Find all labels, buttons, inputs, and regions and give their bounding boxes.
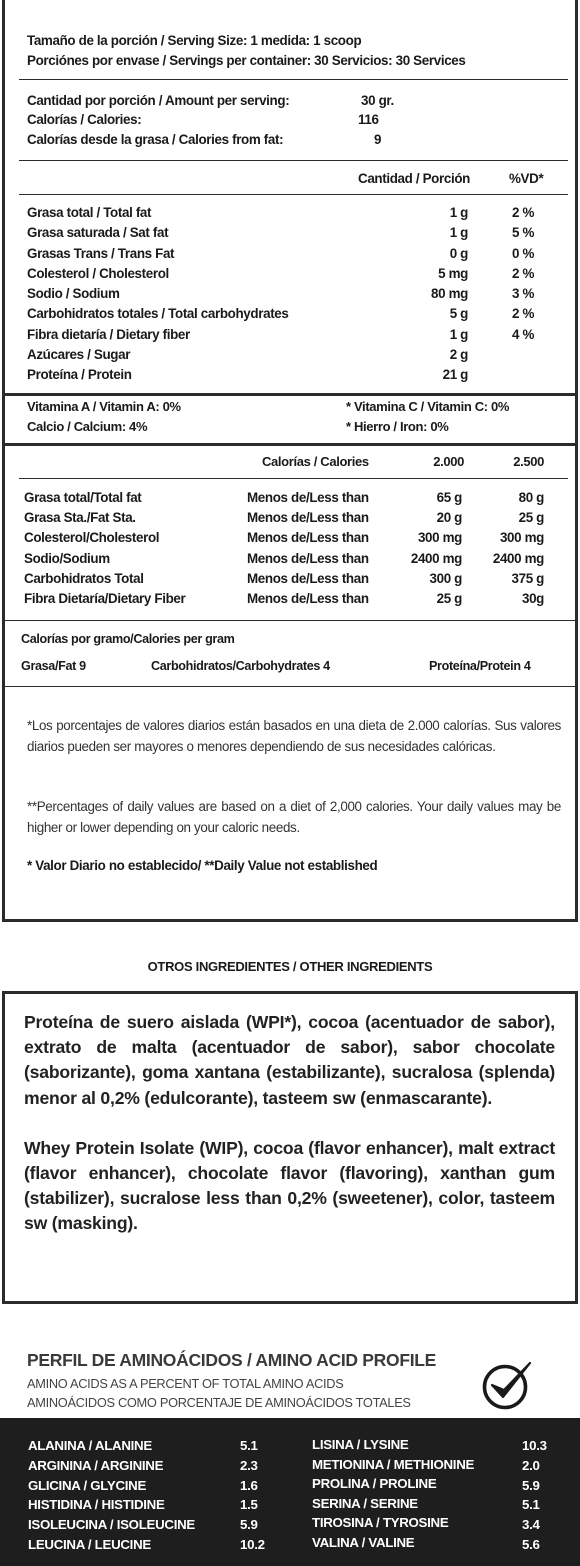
amino-name: ARGININA / ARGININE [28,1458,164,1473]
amino-name: PROLINA / PROLINE [312,1476,437,1491]
nutrient-dv: 2 % [512,266,535,281]
nutrient-label: Grasas Trans / Trans Fat [27,246,175,261]
amino-value: 10.2 [240,1537,265,1552]
amount-value: 30 gr. [361,93,394,108]
amino-value: 5.1 [240,1438,258,1453]
nutrient-amount: 0 g [449,246,468,261]
ref-v2: 300 mg [499,530,544,545]
amino-value: 5.6 [522,1537,540,1552]
amino-subtitle-en: AMINO ACIDS AS A PERCENT OF TOTAL AMINO ACIDS [27,1376,344,1391]
amount-label: Cantidad por porción / Amount per serving: [27,93,290,108]
per-gram-title: Calorías por gramo/Calories per gram [21,632,235,646]
amino-value: 3.4 [522,1517,540,1532]
servings-per-container: Porciónes por envase / Servings per container: 30 Servicios: 30 Services [27,53,466,68]
nutrient-amount: 1 g [449,205,468,220]
amino-name: LEUCINA / LEUCINE [28,1537,151,1552]
divider [3,620,577,621]
amino-value: 1.5 [240,1497,258,1512]
nutrient-dv: 4 % [512,327,535,342]
other-ingredients-title: OTROS INGREDIENTES / OTHER INGREDIENTS [147,959,433,974]
header-amount: Cantidad / Porción [358,171,470,186]
calories-label: Calorías / Calories: [27,112,142,127]
nutrient-label: Sodio / Sodium [27,286,120,301]
ingredients-box [2,991,578,1304]
divider-thick [3,393,577,396]
nutrient-label: Colesterol / Cholesterol [27,266,169,281]
amino-name: VALINA / VALINE [312,1535,415,1550]
ref-v1: 300 g [429,571,462,586]
ref-label: Grasa Sta./Fat Sta. [24,510,136,525]
ref-cond: Menos de/Less than [247,571,369,586]
nutrient-dv: 2 % [512,306,535,321]
ref-label: Colesterol/Cholesterol [24,530,160,545]
ref-cond: Menos de/Less than [247,551,369,566]
amino-name: SERINA / SERINE [312,1496,418,1511]
nutrient-amount: 5 g [449,306,468,321]
vitamin-a: Vitamina A / Vitamin A: 0% [27,399,181,414]
divider [19,194,568,195]
nutrient-amount: 1 g [449,225,468,240]
ref-header-col2: 2.500 [513,454,544,469]
vitamin-c: * Vitamina C / Vitamin C: 0% [346,399,510,414]
divider [19,160,568,161]
amino-name: HISTIDINA / HISTIDINE [28,1497,165,1512]
calories-fat-value: 9 [374,132,382,147]
amino-name: ALANINA / ALANINE [28,1438,152,1453]
amino-acid-table [0,1418,580,1566]
amino-name: LISINA / LYSINE [312,1437,409,1452]
amino-value: 2.0 [522,1458,540,1473]
ref-label: Fibra Dietaría/Dietary Fiber [24,591,186,606]
ref-v1: 2400 mg [410,551,462,566]
check-circle-icon [480,1356,538,1414]
amino-name: METIONINA / METHIONINE [312,1457,475,1472]
amino-name: GLICINA / GLYCINE [28,1478,147,1493]
amino-value: 5.9 [522,1478,540,1493]
ref-v1: 65 g [436,490,462,505]
nutrient-amount: 5 mg [438,266,468,281]
amino-value: 5.9 [240,1517,258,1532]
ref-v1: 25 g [436,591,462,606]
divider [19,79,568,80]
ref-cond: Menos de/Less than [247,510,369,525]
ref-label: Carbohidratos Total [24,571,144,586]
divider [3,686,577,687]
ref-header-label: Calorías / Calories [262,454,369,469]
ref-v2: 25 g [518,510,544,525]
ref-header-col1: 2.000 [433,454,464,469]
amino-value: 1.6 [240,1478,258,1493]
ref-v1: 300 mg [417,530,462,545]
ref-v2: 375 g [511,571,544,586]
per-gram-carbs: Carbohidratos/Carbohydrates 4 [151,659,330,673]
nutrient-dv: 0 % [512,246,535,261]
ref-cond: Menos de/Less than [247,530,369,545]
amino-name: ISOLEUCINA / ISOLEUCINE [28,1517,195,1532]
ref-v2: 2400 mg [492,551,544,566]
amino-value: 10.3 [522,1438,547,1453]
footnote-not-established: * Valor Diario no establecido/ **Daily Value not established [27,858,378,873]
iron: * Hierro / Iron: 0% [346,419,449,434]
nutrient-label: Proteína / Protein [27,367,132,382]
amino-value: 5.1 [522,1497,540,1512]
amino-title: PERFIL DE AMINOÁCIDOS / AMINO ACID PROFILE [27,1350,437,1370]
footnote-es: *Los porcentajes de valores diarios están basados en una dieta de 2.000 calorías. Sus valores diarios pueden ser mayores o menores dependiendo de sus necesidades calóricas. [27,718,561,754]
nutrient-dv: 3 % [512,286,535,301]
amino-subtitle-es: AMINOÁCIDOS COMO PORCENTAJE DE AMINOÁCIDOS TOTALES [27,1395,411,1410]
ingredients-en: Whey Protein Isolate (WIP), cocoa (flavor enhancer), malt extract (flavor enhancer), chocolate flavor (flavoring), xanthan gum (stabilizer), sucralose less than 0,2% (sweetener), color, tasteem sw (masking). [24,1137,555,1234]
ref-v2: 30g [521,591,544,606]
nutrient-dv: 5 % [512,225,535,240]
nutrient-label: Carbohidratos totales / Total carbohydrates [27,306,289,321]
ref-v2: 80 g [518,490,544,505]
ref-cond: Menos de/Less than [247,591,369,606]
footnote-en: **Percentages of daily values are based on a diet of 2,000 calories. Your daily values may be higher or lower depending on your caloric needs. [27,799,561,835]
divider [19,478,568,479]
nutrient-amount: 21 g [442,367,468,382]
nutrient-amount: 80 mg [431,286,468,301]
serving-size: Tamaño de la porción / Serving Size: 1 medida: 1 scoop [27,33,362,48]
ref-label: Grasa total/Total fat [24,490,142,505]
calories-value: 116 [358,112,379,127]
nutrient-dv: 2 % [512,205,535,220]
nutrient-label: Fibra dietaría / Dietary fiber [27,327,190,342]
per-gram-fat: Grasa/Fat 9 [21,659,86,673]
divider-thick [3,443,577,446]
ingredients-es: Proteína de suero aislada (WPI*), cocoa (acentuador de sabor), extrato de malta (acentuador de sabor), sabor chocolate (saborizante), goma xantana (estabilizante), sucralosa (splenda) menor al 0,2% (edulcorante), tasteem sw (enmascarante). [24,1012,555,1108]
ref-v1: 20 g [436,510,462,525]
ref-label: Sodio/Sodium [24,551,110,566]
ref-cond: Menos de/Less than [247,490,369,505]
amino-value: 2.3 [240,1458,258,1473]
header-dv: %VD* [509,171,544,186]
nutrient-label: Grasa saturada / Sat fat [27,225,169,240]
nutrient-amount: 2 g [449,347,468,362]
nutrient-label: Azúcares / Sugar [27,347,131,362]
nutrient-label: Grasa total / Total fat [27,205,152,220]
calories-fat-label: Calorías desde la grasa / Calories from fat: [27,132,284,147]
calcium: Calcio / Calcium: 4% [27,419,148,434]
nutrient-amount: 1 g [449,327,468,342]
per-gram-protein: Proteína/Protein 4 [429,659,531,673]
amino-name: TIROSINA / TYROSINE [312,1515,449,1530]
